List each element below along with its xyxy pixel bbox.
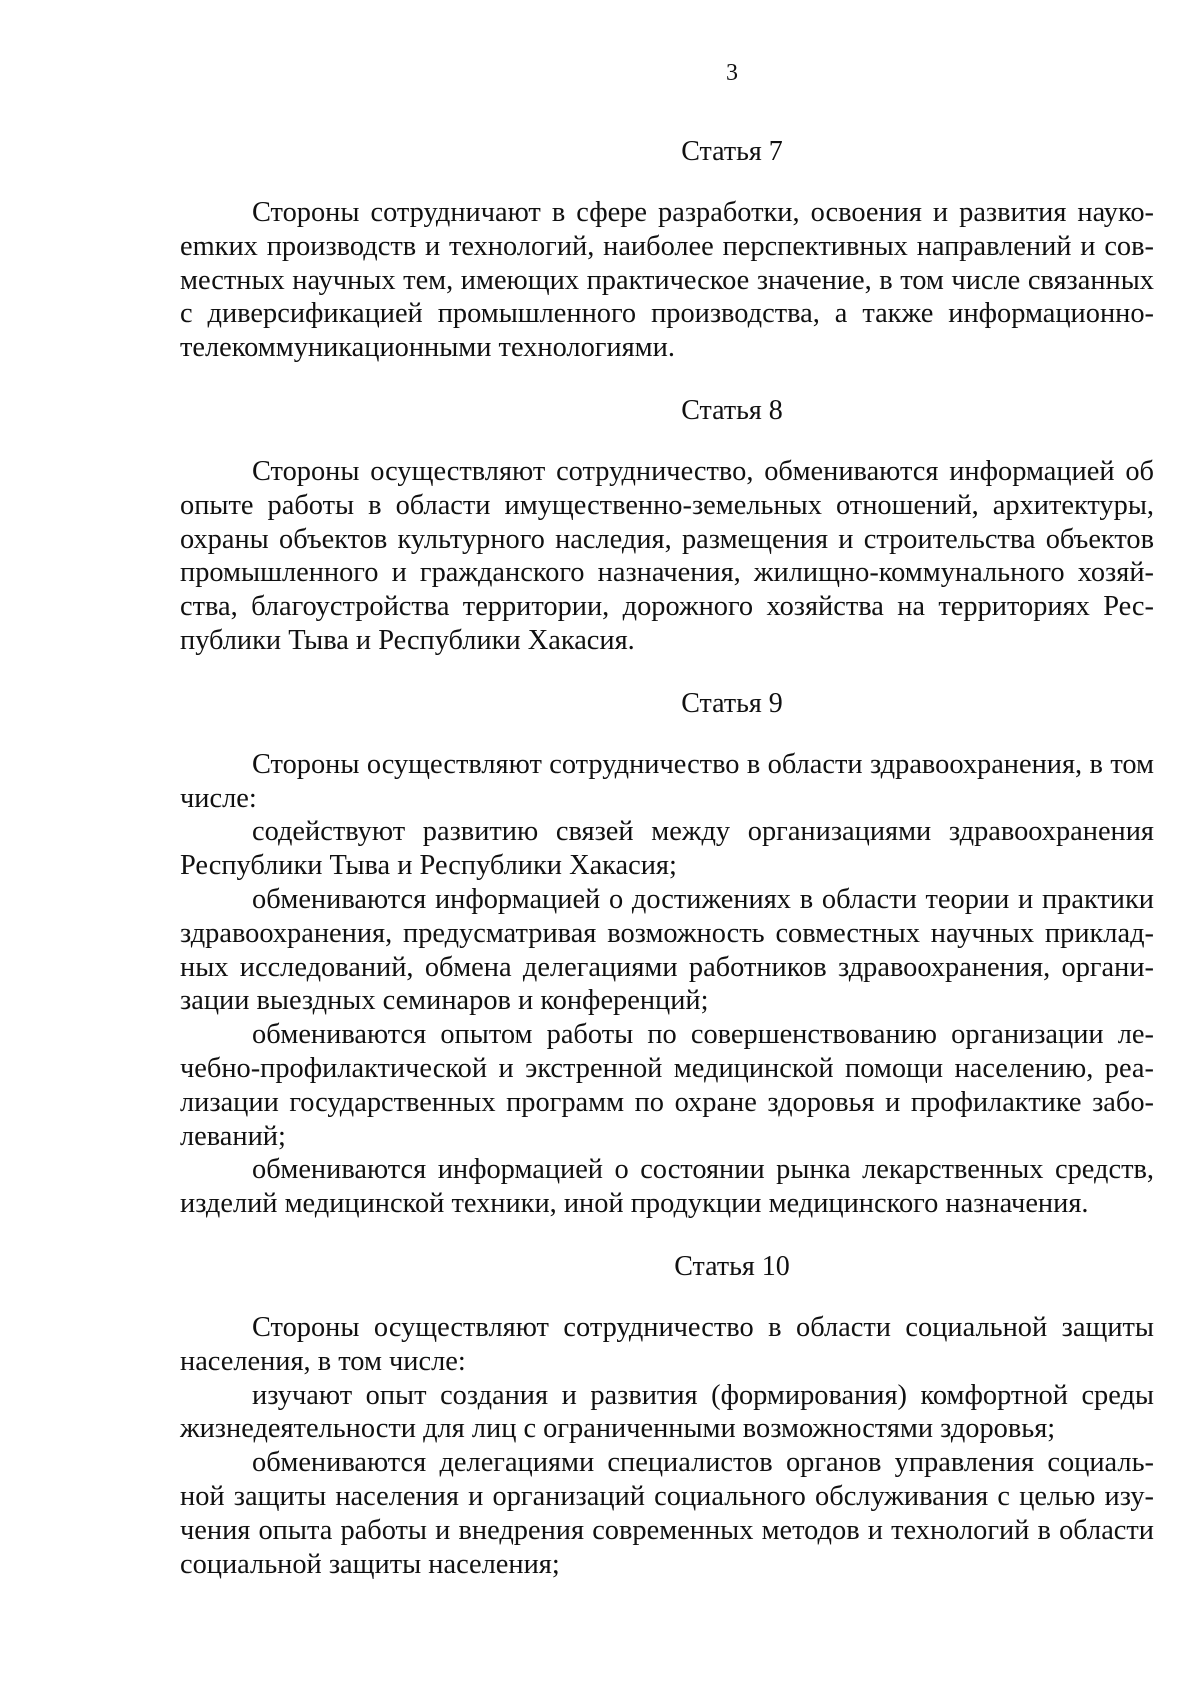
paragraph: изучают опыт создания и развития (формирования) комфортной среды жизнедеятельности для лиц с ограниченными возможностями здоровья; bbox=[180, 1379, 1154, 1445]
article-title: Статья 9 bbox=[681, 687, 783, 719]
paragraph: обмениваются делегациями специалистов органов управления социальной защиты населения и организаций социального обслуживания с целью изучения опыта работы и внедрения современных методов и технологий в области социальной защиты населения; bbox=[180, 1447, 1154, 1580]
paragraph: обмениваются информацией о достижениях в области теории и практики здравоохранения, предусматривая возможность совместных научных прикладных исследований, обмена делегациями работников здравоохранения, организации выездных семинаров и конференций; bbox=[180, 883, 1154, 1017]
paragraph: обмениваются опытом работы по совершенствованию организации лечебно-профилактической и экстренной медицинской помощи населению, реализации государственных программ по охране здоровья и профилактике заболеваний; bbox=[180, 1019, 1154, 1152]
article-title: Статья 10 bbox=[674, 1250, 790, 1282]
article-10 bbox=[180, 1251, 1154, 1581]
article-7 bbox=[180, 136, 1154, 365]
paragraph: Стороны осуществляют сотрудничество в области здравоохранения, в том числе: bbox=[180, 748, 1154, 814]
paragraph: Стороны осуществляют сотрудничество, обмениваются информацией об опыте работы в области имущественно-земельных отношений, архитектуры, охраны объектов культурного наследия, размещения и строительства объектов промышленного и гражданского назначения, жилищно-коммунального хозяйства, благоустройства территории, дорожного хозяйства на территориях Республики Тыва и Республики Хакасия. bbox=[180, 455, 1154, 656]
paragraph: содействуют развитию связей между организациями здравоохранения Республики Тыва и Республики Хакасия; bbox=[180, 816, 1154, 882]
article-8 bbox=[180, 395, 1154, 658]
paragraph: обмениваются информацией о состоянии рынка лекарственных средств, изделий медицинской техники, иной продукции медицинского назначения. bbox=[180, 1154, 1154, 1220]
article-title: Статья 8 bbox=[681, 394, 783, 426]
article-9 bbox=[180, 688, 1154, 1221]
page-number: 3 bbox=[726, 60, 738, 86]
article-title: Статья 7 bbox=[681, 136, 783, 167]
paragraph: Стороны сотрудничают в сфере разработки, освоения и развития наукоemких производств и технологий, наиболее перспективных направлений и совместных научных тем, имеющих практическое значение, в том числе связанных с диверсификацией промышленного производства, а также информационно-телекоммуникационными технологиями. bbox=[180, 197, 1154, 364]
paragraph: Стороны осуществляют сотрудничество в области социальной защиты населения, в том числе: bbox=[180, 1311, 1154, 1377]
